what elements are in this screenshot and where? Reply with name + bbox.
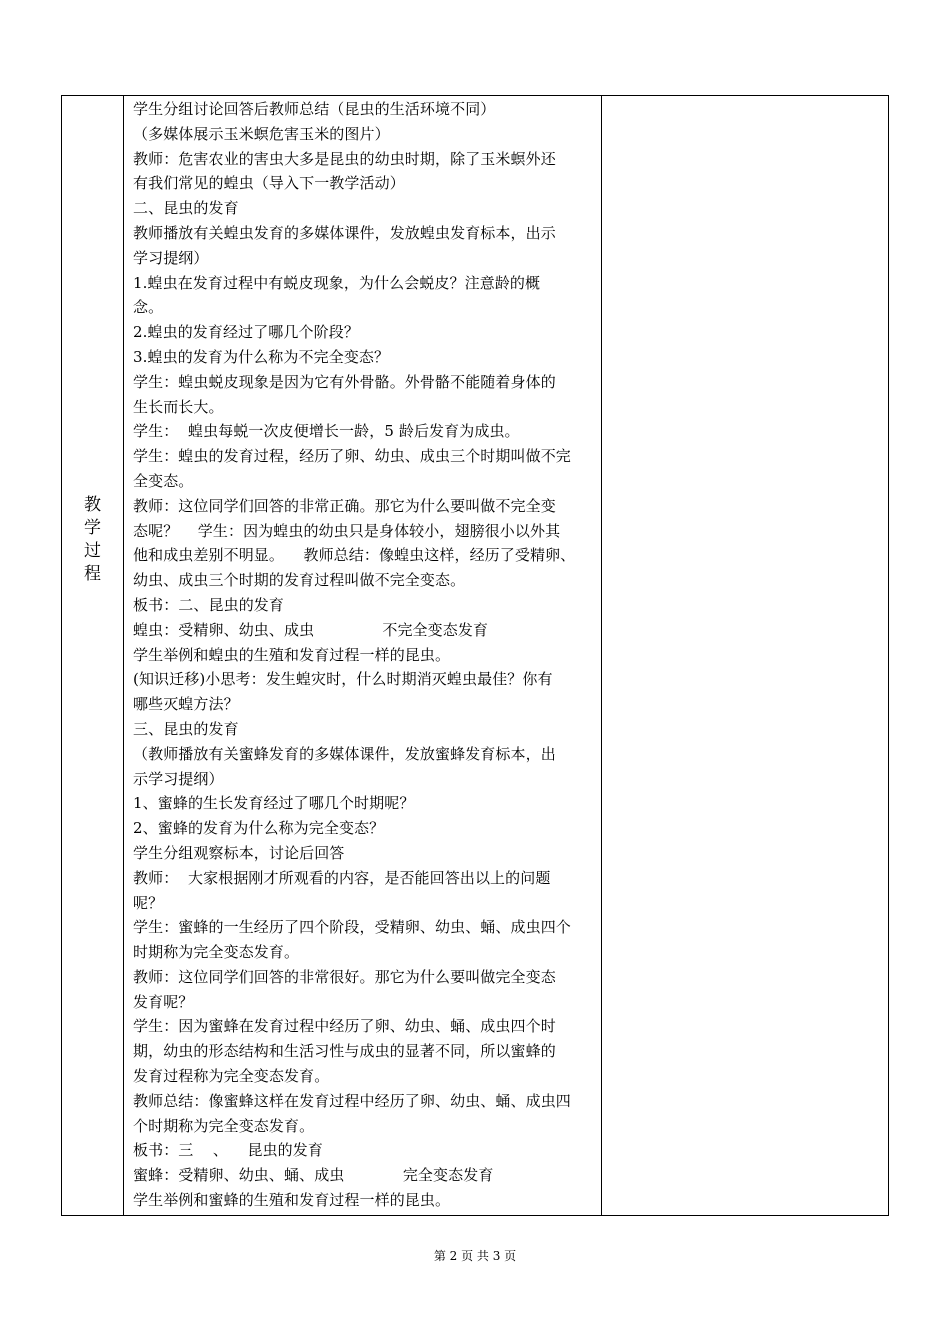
content-line: 时期称为完全变态发育。 [133,943,300,962]
section-label-char: 程 [84,564,101,584]
content-line: 三、昆虫的发育 [133,719,239,738]
content-line: 二、昆虫的发育 [133,199,239,218]
lesson-table [61,95,889,1216]
content-line: 学生分组观察标本，讨论后回答 [133,843,345,862]
content-line: 教师： 大家根据刚才所观看的内容，是否能回答出以上的问题 [133,868,551,887]
content-line: 板书：二、昆虫的发育 [133,595,285,614]
content-line: 哪些灭蝗方法？ [133,695,239,714]
content-line: 有我们常见的蝗虫（导入下一教学活动） [133,174,405,193]
content-line: (知识迁移)小思考：发生蝗灾时，什么时期消灭蝗虫最佳？你有 [133,670,553,689]
section-label-char: 教 [84,495,101,515]
content-line: 发育呢？ [133,992,194,1011]
content-line: 示学习提纲） [133,769,224,788]
content-line: 态呢？ 学生：因为蝗虫的幼虫只是身体较小，翅膀很小以外其 [133,521,561,540]
section-label-cell [62,96,124,1215]
section-label [62,494,123,586]
content-line: 个时期称为完全变态发育。 [133,1116,315,1135]
content-line: 全变态。 [133,471,194,490]
content-line: 2、蜜蜂的发育为什么称为完全变态？ [133,819,385,838]
notes-cell [602,96,888,1215]
content-line: 1、蜜蜂的生长发育经过了哪几个时期呢？ [133,794,415,813]
content-line: 蝗虫：受精卵、幼虫、成虫 不完全变态发育 [133,620,489,639]
content-line: （教师播放有关蜜蜂发育的多媒体课件，发放蜜蜂发育标本，出 [133,744,556,763]
content-line: 幼虫、成虫三个时期的发育过程叫做不完全变态。 [133,571,466,590]
content-line: 他和成虫差别不明显。 教师总结：像蝗虫这样，经历了受精卵、 [133,546,576,565]
section-label-char: 学 [84,518,101,538]
content-line: 学生分组讨论回答后教师总结（昆虫的生活环境不同） [133,100,496,118]
page-footer: 第 2 页 共 3 页 [433,1249,517,1263]
content-line: 生长而长大。 [133,397,224,416]
content-line: 学生：蝗虫蜕皮现象是因为它有外骨骼。外骨骼不能随着身体的 [133,372,556,391]
section-label-char: 过 [84,541,101,561]
content-line: 教师：这位同学们回答的非常很好。那它为什么要叫做完全变态 [133,967,556,986]
content-line: 念。 [133,298,164,317]
content-line: 学生：蝗虫的发育过程，经历了卵、幼虫、成虫三个时期叫做不完 [133,447,571,466]
content-line: 学生：蜜蜂的一生经历了四个阶段，受精卵、幼虫、蛹、成虫四个 [133,918,571,937]
content-line: 教师播放有关蝗虫发育的多媒体课件，发放蝗虫发育标本，出示 [133,223,556,242]
content-line: 教师：危害农业的害虫大多是昆虫的幼虫时期，除了玉米螟外还 [133,149,556,168]
content-line: 教师总结：像蜜蜂这样在发育过程中经历了卵、幼虫、蛹、成虫四 [133,1091,571,1110]
content-line: （多媒体展示玉米螟危害玉米的图片） [133,124,390,143]
content-line: 学习提纲） [133,248,209,267]
content-line: 蜜蜂：受精卵、幼虫、蛹、成虫 完全变态发育 [133,1166,494,1185]
content-line: 教师：这位同学们回答的非常正确。那它为什么要叫做不完全变 [133,496,556,515]
content-line: 期，幼虫的形态结构和生活习性与成虫的显著不同，所以蜜蜂的 [133,1042,556,1061]
content-line: 学生：因为蜜蜂在发育过程中经历了卵、幼虫、蛹、成虫四个时 [133,1017,556,1036]
content-line: 2.蝗虫的发育经过了哪几个阶段？ [133,323,359,342]
content-line: 学生： 蝗虫每蜕一次皮便增长一龄，5 龄后发育为成虫。 [133,422,520,441]
content-line: 学生举例和蝗虫的生殖和发育过程一样的昆虫。 [133,645,451,664]
content-line: 呢？ [133,893,164,912]
content-line: 3.蝗虫的发育为什么称为不完全变态？ [133,347,390,366]
content-line: 板书：三 、 昆虫的发育 [133,1141,323,1160]
content-line: 发育过程称为完全变态发育。 [133,1067,330,1086]
content-line: 学生举例和蜜蜂的生殖和发育过程一样的昆虫。 [133,1191,451,1210]
content-cell [124,96,602,1215]
content-line: 1.蝗虫在发育过程中有蜕皮现象，为什么会蜕皮？注意龄的概 [133,273,541,292]
